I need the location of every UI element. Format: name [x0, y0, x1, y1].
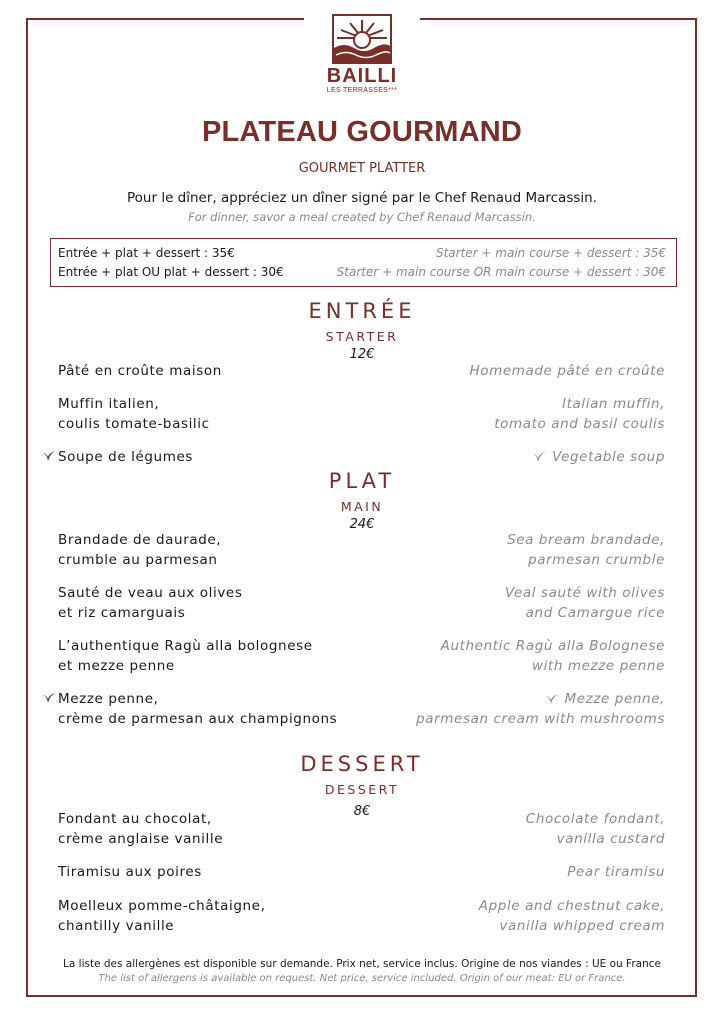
item-name-en: Vegetable soup — [552, 449, 665, 465]
page-title: PLATEAU GOURMAND — [201, 116, 523, 148]
item-desc-en: vanilla whipped cream — [499, 918, 665, 934]
item-name-en: Sea bream brandade, — [507, 532, 665, 548]
section-subtitle-starter: STARTER — [325, 329, 399, 344]
leaf-icon — [531, 451, 547, 463]
item-desc-fr: crème anglaise vanille — [58, 831, 224, 847]
item-name-en: Veal sauté with olives — [504, 585, 665, 601]
intro-text-en: For dinner, savor a meal created by Chef Renaud Marcassin. — [188, 210, 536, 224]
item-name-fr: Soupe de légumes — [58, 449, 193, 465]
section-title-main: PLAT — [328, 469, 396, 493]
item-name-fr: Brandade de daurade, — [58, 532, 222, 548]
item-name-en: Italian muffin, — [562, 396, 665, 412]
item-name-en: Pear tiramisu — [567, 864, 665, 880]
section-subtitle-main: MAIN — [340, 499, 384, 514]
item-desc-en: and Camargue rice — [525, 605, 665, 621]
item-desc-fr: coulis tomate-basilic — [58, 416, 210, 432]
item-name-fr: L’authentique Ragù alla bolognese — [58, 638, 313, 654]
logo — [304, 4, 420, 110]
intro-text-fr: Pour le dîner, appréciez un dîner signé par le Chef Renaud Marcassin. — [127, 190, 597, 206]
item-name-en: Mezze penne, — [564, 691, 665, 707]
section-title-dessert: DESSERT — [300, 752, 424, 776]
item-name-fr: Pâté en croûte maison — [58, 363, 222, 379]
section-price-dessert: 8€ — [353, 804, 371, 819]
section-price-main: 24€ — [349, 517, 375, 532]
section-subtitle-dessert: DESSERT — [324, 782, 400, 797]
formula-row — [58, 244, 666, 262]
formula-en: Starter + main course + dessert : 35€ — [435, 246, 666, 260]
allergen-notice-fr: La liste des allergènes est disponible sur demande. Prix net, service inclus. Origine de nos viandes : UE ou France — [63, 958, 661, 970]
item-name-en: Apple and chestnut cake, — [478, 898, 665, 914]
item-name-fr: Sauté de veau aux olives — [58, 585, 243, 601]
item-desc-fr: crumble au parmesan — [58, 552, 218, 568]
item-desc-fr: crème de parmesan aux champignons — [58, 711, 338, 727]
section-title-starter: ENTRÉE — [308, 299, 416, 323]
page-subtitle: GOURMET PLATTER — [298, 161, 426, 176]
leaf-icon — [544, 693, 560, 705]
formula-row — [58, 263, 666, 281]
leaf-icon — [41, 692, 57, 704]
logo-subtitle: LES TERRASSES*** — [326, 87, 398, 94]
item-name-fr: Mezze penne, — [58, 691, 159, 707]
item-desc-en: parmesan crumble — [528, 552, 665, 568]
section-price-starter: 12€ — [349, 347, 375, 362]
sun-waves-logo-icon — [332, 14, 392, 64]
formula-box — [50, 238, 677, 287]
item-name-en: Homemade pâté en croûte — [469, 363, 665, 379]
item-desc-fr: et riz camarguais — [58, 605, 186, 621]
item-desc-en: vanilla custard — [556, 831, 665, 847]
item-name-fr: Moelleux pomme-châtaigne, — [58, 898, 266, 914]
item-desc-fr: et mezze penne — [58, 658, 175, 674]
allergen-notice-en: The list of allergens is available on request. Net price, service included. Origin of our meat: EU or France. — [98, 973, 626, 984]
leaf-icon — [41, 450, 57, 462]
item-desc-fr: chantilly vanille — [58, 918, 175, 934]
formula-fr: Entrée + plat OU plat + dessert : 30€ — [58, 265, 284, 279]
item-desc-en: parmesan cream with mushrooms — [416, 711, 665, 727]
item-desc-en: with mezze penne — [531, 658, 665, 674]
item-name-fr: Muffin italien, — [58, 396, 160, 412]
item-name-en: Chocolate fondant, — [525, 811, 665, 827]
formula-fr: Entrée + plat + dessert : 35€ — [58, 246, 235, 260]
formula-en: Starter + main course OR main course + dessert : 30€ — [336, 265, 666, 279]
item-name-en: Authentic Ragù alla Bolognese — [440, 638, 665, 654]
logo-name: BAILLI — [326, 65, 398, 87]
item-name-fr: Tiramisu aux poires — [58, 864, 202, 880]
item-name-fr: Fondant au chocolat, — [58, 811, 212, 827]
item-desc-en: tomato and basil coulis — [494, 416, 665, 432]
